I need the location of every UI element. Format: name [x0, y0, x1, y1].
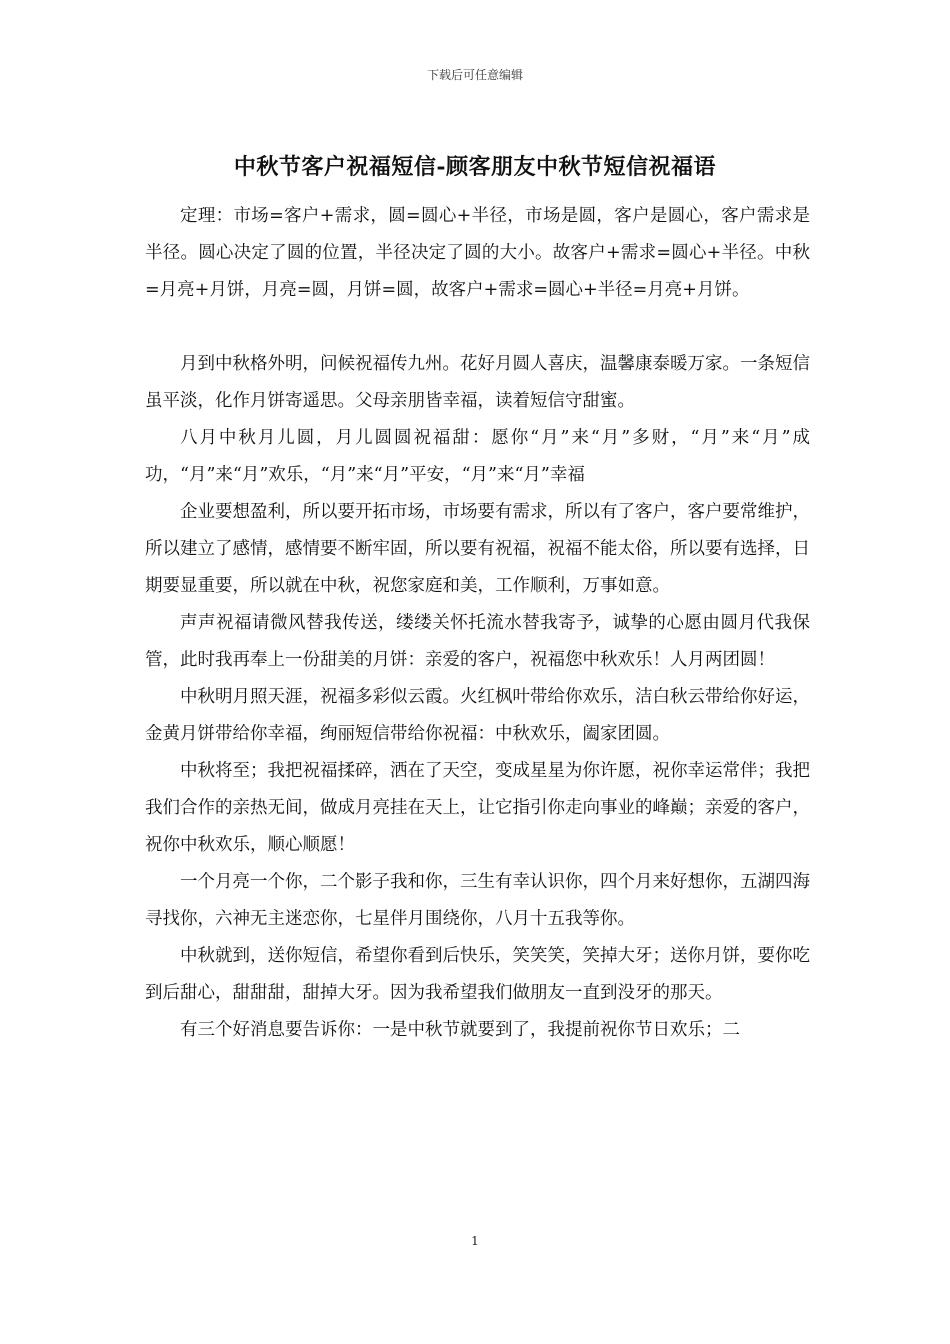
paragraph: 声声祝福请微风替我传送，缕缕关怀托流水替我寄予，诚挚的心愿由圆月代我保管，此时我再奉上一份甜美的月饼：亲爱的客户，祝福您中秋欢乐！人月两团圆！	[145, 613, 810, 670]
paragraph: 企业要想盈利，所以要开拓市场，市场要有需求，所以有了客户，客户要常维护，所以建立了感情，感情要不断牢固，所以要有祝福，祝福不能太俗，所以要有选择，日期要显重要，所以就在中秋，祝您家庭和美，工作顺利，万事如意。	[145, 502, 810, 596]
paragraph: 一个月亮一个你，二个影子我和你，三生有幸认识你，四个月来好想你，五湖四海寻找你，六神无主迷恋你，七星伴月围绕你，八月十五我等你。	[145, 872, 810, 929]
paragraph: 中秋将至；我把祝福揉碎，洒在了天空，变成星星为你许愿，祝你幸运常伴；我把我们合作的亲热无间，做成月亮挂在天上，让它指引你走向事业的峰巅；亲爱的客户，祝你中秋欢乐，顺心顺愿！	[145, 761, 810, 855]
paragraph: 八月中秋月儿圆，月儿圆圆祝福甜：愿你“月”来“月”多财，“月”来“月”成功，“月”来“月”欢乐，“月”来“月”平安，“月”来“月”幸福	[145, 428, 810, 485]
paragraph: 中秋明月照天涯，祝福多彩似云霞。火红枫叶带给你欢乐，洁白秋云带给你好运，金黄月饼带给你幸福，绚丽短信带给你祝福：中秋欢乐，阖家团圆。	[145, 687, 810, 744]
paragraph: 月到中秋格外明，问候祝福传九州。花好月圆人喜庆，温馨康泰暖万家。一条短信虽平淡，化作月饼寄遥思。父母亲朋皆幸福，读着短信守甜蜜。	[145, 354, 810, 411]
paragraph: 有三个好消息要告诉你：一是中秋节就要到了，我提前祝你节日欢乐；二	[180, 1020, 740, 1040]
header-note: 下载后可任意编辑	[426, 68, 523, 82]
paragraph: 中秋就到，送你短信，希望你看到后快乐，笑笑笑，笑掉大牙；送你月饼，要你吃到后甜心，甜甜甜，甜掉大牙。因为我希望我们做朋友一直到没牙的那天。	[145, 946, 810, 1003]
document-title: 中秋节客户祝福短信-顾客朋友中秋节短信祝福语	[233, 154, 717, 180]
document-body	[145, 198, 810, 1049]
page-number: 1	[471, 1234, 479, 1248]
paragraph-definition: 定理：市场=客户+需求，圆=圆心+半径，市场是圆，客户是圆心，客户需求是半径。圆心决定了圆的位置，半径决定了圆的大小。故客户+需求=圆心+半径。中秋=月亮+月饼，月亮=圆，月饼=圆，故客户+需求=圆心+半径=月亮+月饼。	[145, 206, 810, 300]
